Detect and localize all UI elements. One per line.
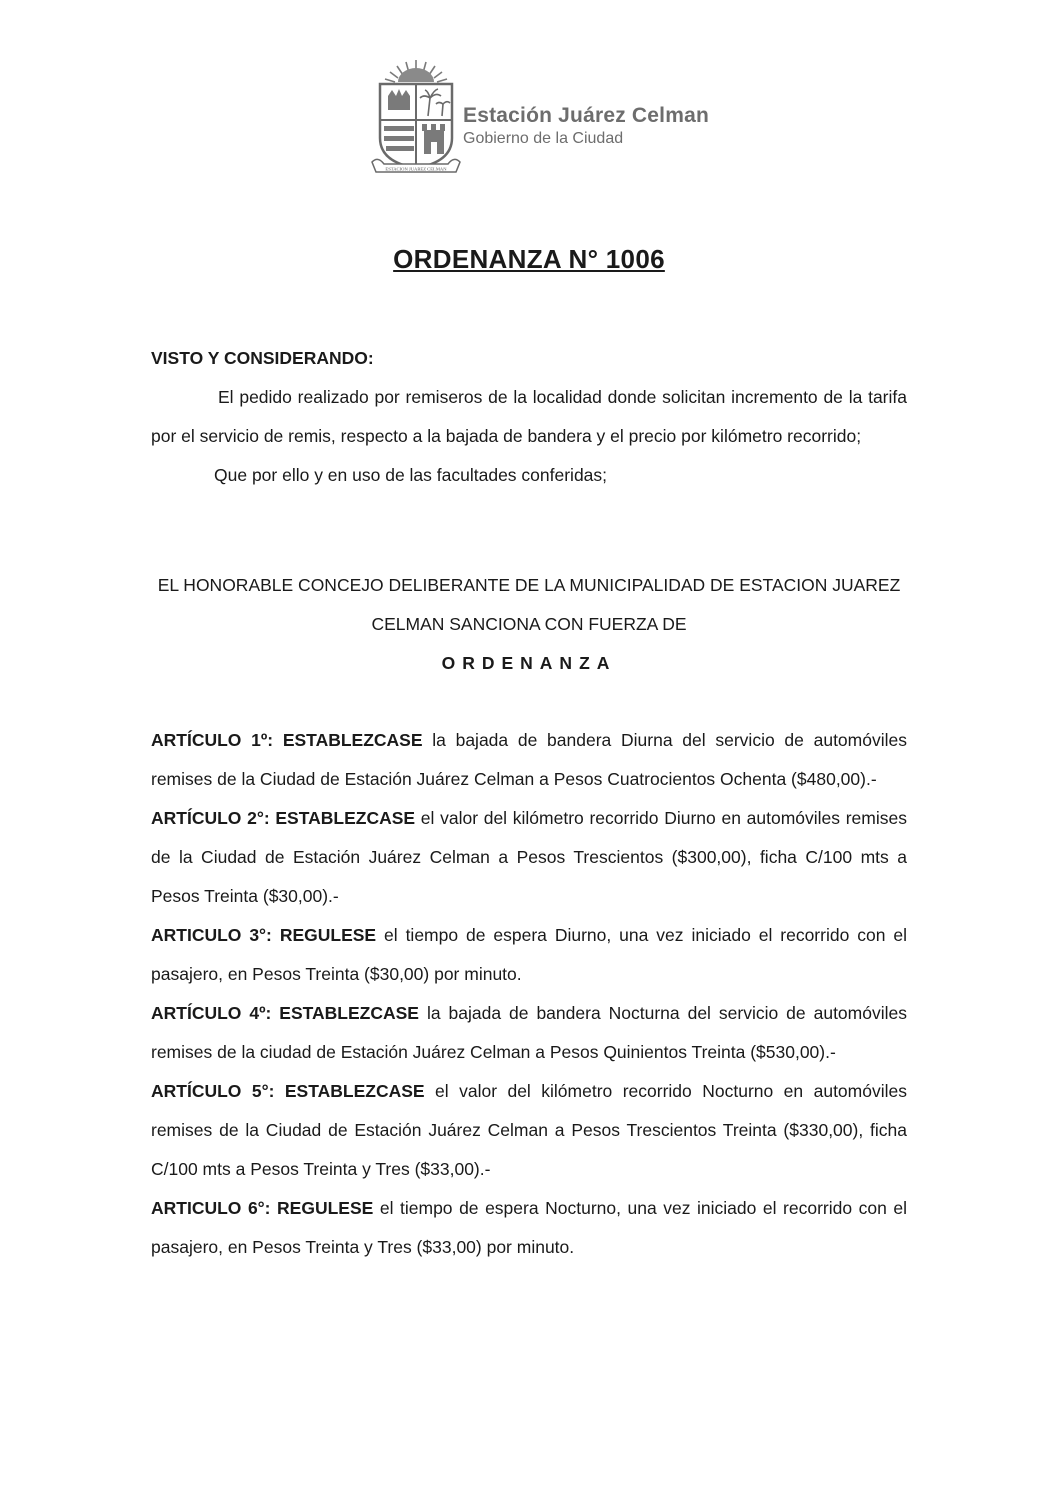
- article-label: ARTÍCULO 4º:: [151, 1003, 272, 1023]
- organization-subtitle: Gobierno de la Ciudad: [463, 130, 624, 147]
- article-paragraph: [151, 1072, 907, 1189]
- article-text: la bajada de bandera Nocturna del servicio de automóviles remises de la ciudad de Estación Juárez Celman a Pesos Quinientos Treinta ($530,00).-: [151, 1003, 907, 1062]
- article-paragraph: [151, 799, 907, 916]
- ordinance-heading: ORDENANZA: [441, 653, 617, 673]
- article-label: ARTICULO 6°:: [151, 1198, 271, 1218]
- article-label: ARTICULO 3°:: [151, 925, 272, 945]
- article-text: la bajada de bandera Diurna del servicio de automóviles remises de la Ciudad de Estación Juárez Celman a Pesos Cuatrocientos Ochenta ($480,00).-: [151, 730, 907, 789]
- article-paragraph: [151, 916, 907, 994]
- article-label: ARTÍCULO 5°:: [151, 1081, 275, 1101]
- article-text: el tiempo de espera Diurno, una vez iniciado el recorrido con el pasajero, en Pesos Treinta ($30,00) por minuto.: [151, 925, 907, 984]
- article-paragraph: [151, 721, 907, 799]
- whereas-section: [151, 339, 907, 495]
- article-verb: ESTABLEZCASE: [279, 1003, 419, 1023]
- crest-scroll-text: ESTACION JUAREZ CELMAN: [385, 166, 447, 172]
- article-paragraph: [151, 994, 907, 1072]
- whereas-paragraph: Que por ello y en uso de las facultades conferidas;: [214, 465, 608, 485]
- article-label: ARTÍCULO 2°:: [151, 808, 270, 828]
- article-text: el valor del kilómetro recorrido Nocturno en automóviles remises de la Ciudad de Estación Juárez Celman a Pesos Trescientos Treinta ($330,00), ficha C/100 mts a Pesos Treinta y Tres ($33,00).-: [151, 1081, 907, 1179]
- article-verb: ESTABLEZCASE: [284, 1081, 425, 1101]
- article-label: ARTÍCULO 1º:: [151, 730, 274, 750]
- enactment-clause: [0, 566, 1058, 683]
- document-title: ORDENANZA N° 1006: [393, 244, 665, 274]
- municipal-logo: [368, 58, 738, 180]
- enactment-line: CELMAN SANCIONA CON FUERZA DE: [371, 614, 687, 634]
- organization-name: Estación Juárez Celman: [463, 104, 709, 127]
- article-text: el tiempo de espera Nocturno, una vez iniciado el recorrido con el pasajero, en Pesos Treinta y Tres ($33,00) por minuto.: [151, 1198, 907, 1257]
- article-verb: REGULESE: [277, 1198, 374, 1218]
- article-verb: ESTABLEZCASE: [275, 808, 416, 828]
- whereas-heading: VISTO Y CONSIDERANDO:: [151, 348, 374, 368]
- article-paragraph: [151, 1189, 907, 1267]
- coat-of-arms-icon: [368, 58, 464, 180]
- whereas-paragraph: El pedido realizado por remiseros de la localidad donde solicitan incremento de la tarifa por el servicio de remis, respecto a la bajada de bandera y el precio por kilómetro recorrido;: [151, 387, 907, 446]
- article-text: el valor del kilómetro recorrido Diurno en automóviles remises de la Ciudad de Estación Juárez Celman a Pesos Trescientos ($300,00), ficha C/100 mts a Pesos Treinta ($30,00).-: [151, 808, 907, 906]
- article-verb: ESTABLEZCASE: [282, 730, 423, 750]
- article-verb: REGULESE: [279, 925, 377, 945]
- enactment-line: EL HONORABLE CONCEJO DELIBERANTE DE LA MUNICIPALIDAD DE ESTACION JUAREZ: [157, 575, 901, 595]
- articles-section: [151, 721, 907, 1267]
